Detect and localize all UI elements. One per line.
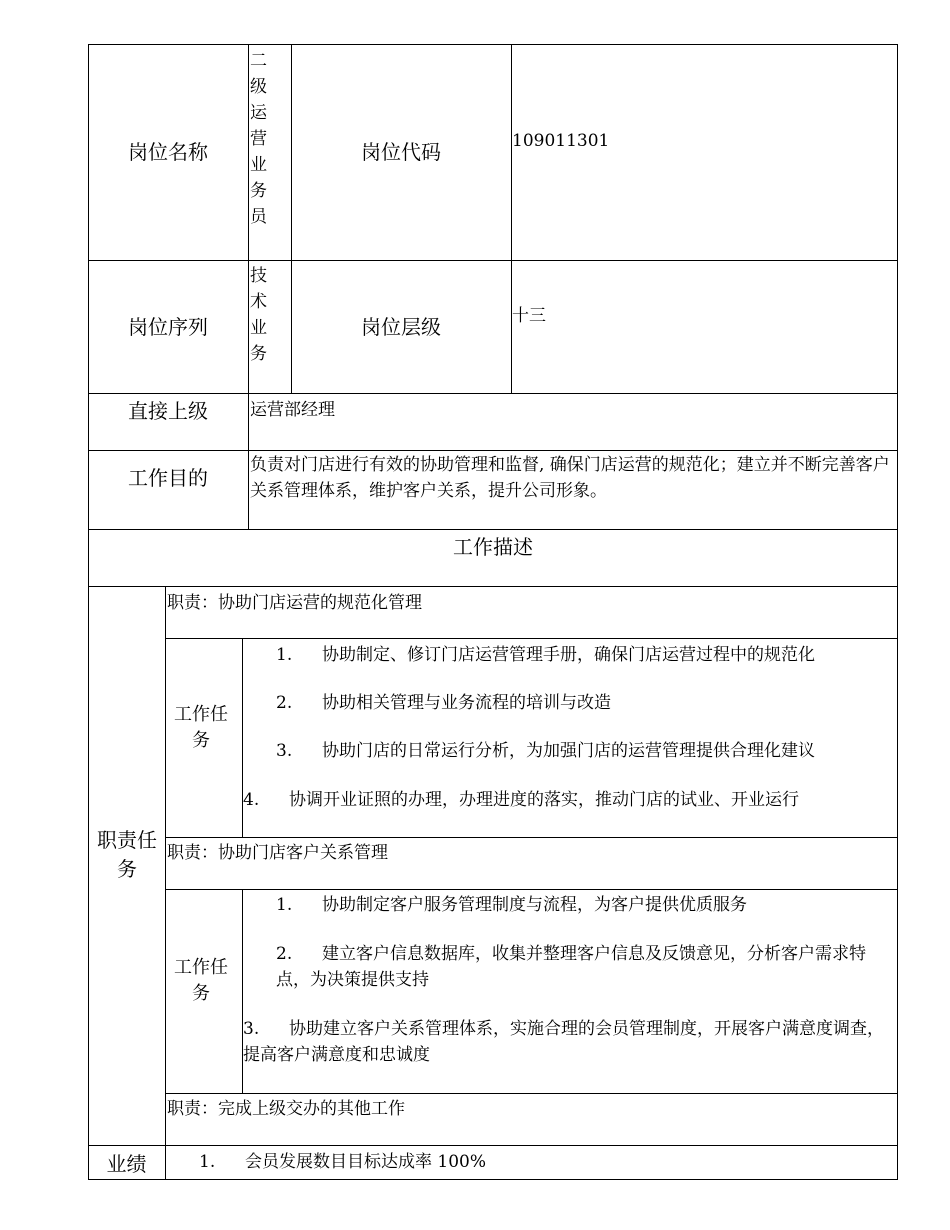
list-item: 3. 协助建立客户关系管理体系，实施合理的会员管理制度，开展客户满意度调查，提高客户满意度和忠诚度 — [243, 1019, 884, 1065]
task-label: 工作任务 — [174, 704, 228, 751]
divider — [88, 1145, 898, 1146]
post-code-value: 109011301 — [512, 131, 610, 151]
performance-label: 业绩 — [106, 1151, 147, 1176]
list-item: 2. 建立客户信息数据库，收集并整理客户信息及反馈意见，分析客户需求特点，为决策提供支持 — [276, 944, 866, 990]
divider — [248, 44, 249, 529]
post-level-value: 十三 — [512, 306, 546, 326]
duty-label: 职责任务 — [97, 828, 157, 881]
divider — [165, 586, 166, 1180]
list-item: 4. 协调开业证照的办理，办理进度的落实，推动门店的试业、开业运行 — [243, 790, 799, 810]
duty-title: 职责：协助门店运营的规范化管理 — [167, 593, 422, 613]
purpose-label: 工作目的 — [128, 466, 208, 490]
description-heading: 工作描述 — [453, 535, 533, 559]
divider — [165, 638, 898, 639]
post-sequence-label: 岗位序列 — [128, 314, 208, 339]
divider — [165, 1093, 898, 1094]
post-name-value: 二级运营业务员 — [250, 51, 267, 227]
list-item: 1. 协助制定客户服务管理制度与流程，为客户提供优质服务 — [276, 895, 747, 915]
list-item: 1. 会员发展数目目标达成率 100% — [199, 1152, 487, 1172]
post-name-label: 岗位名称 — [128, 140, 208, 164]
duty-title: 职责：协助门店客户关系管理 — [167, 843, 388, 863]
duty-title: 职责：完成上级交办的其他工作 — [167, 1099, 405, 1119]
list-item: 3. 协助门店的日常运行分析，为加强门店的运营管理提供合理化建议 — [276, 741, 815, 761]
post-code-label: 岗位代码 — [361, 140, 441, 164]
post-sequence-value: 技术业务 — [250, 266, 267, 364]
post-level-label: 岗位层级 — [361, 314, 441, 339]
purpose-value: 负责对门店进行有效的协助管理和监督, 确保门店运营的规范化；建立并不断完善客户关系管理体系，维护客户关系，提升公司形象。 — [250, 455, 890, 501]
list-item: 2. 协助相关管理与业务流程的培训与改造 — [276, 693, 611, 713]
divider — [165, 889, 898, 890]
divider — [165, 837, 898, 838]
task-label: 工作任务 — [174, 957, 228, 1004]
list-item: 1. 协助制定、修订门店运营管理手册，确保门店运营过程中的规范化 — [276, 645, 815, 665]
divider — [88, 586, 898, 587]
superior-label: 直接上级 — [128, 399, 208, 423]
superior-value: 运营部经理 — [250, 400, 335, 420]
divider — [511, 44, 512, 393]
